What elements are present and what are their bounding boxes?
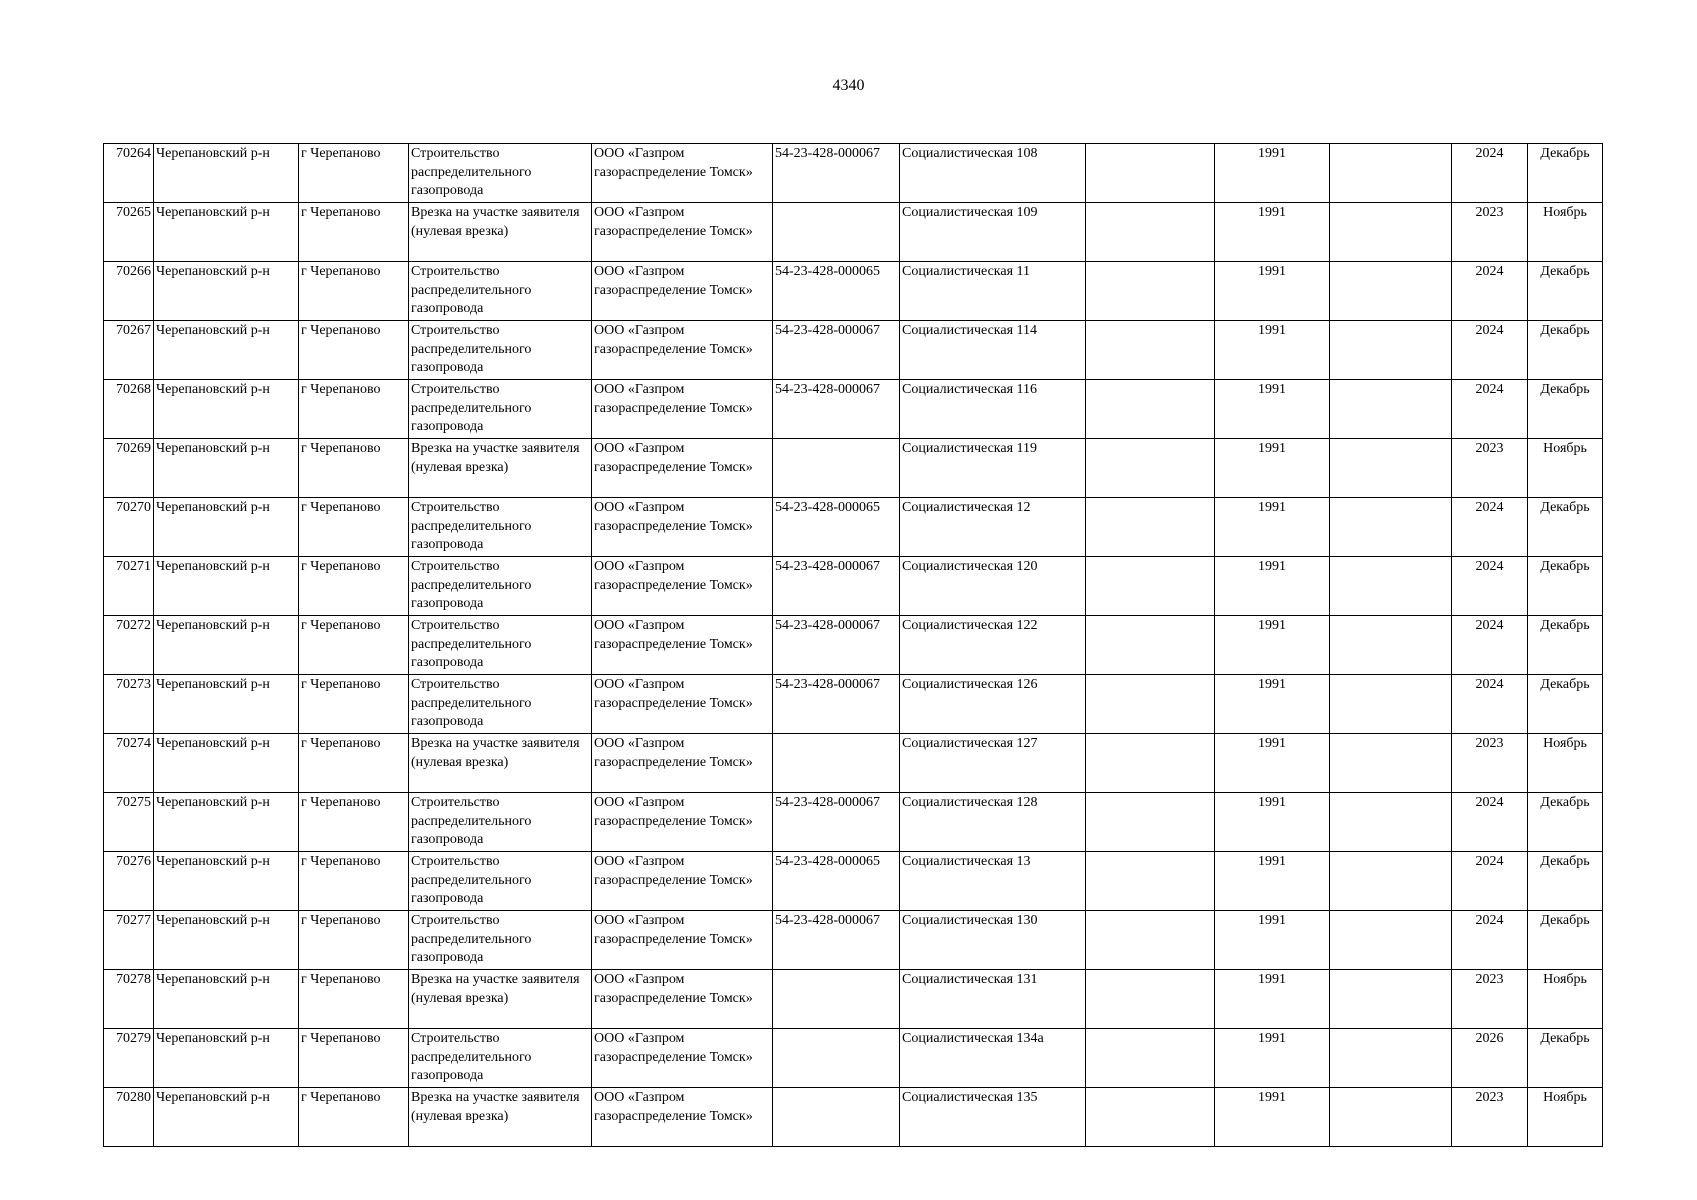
cell-work-type: Строительство распределительного газопровода — [409, 793, 592, 852]
cell-empty — [1086, 793, 1215, 852]
cell-id: 70279 — [104, 1029, 154, 1088]
table-row — [104, 675, 1603, 734]
cell-plan-year: 2024 — [1452, 380, 1528, 439]
cell-empty — [1086, 852, 1215, 911]
cell-month: Декабрь — [1528, 675, 1603, 734]
cell-plan-year: 2024 — [1452, 911, 1528, 970]
cell-empty — [1086, 1029, 1215, 1088]
cell-plan-year: 2024 — [1452, 616, 1528, 675]
cell-year: 1991 — [1215, 262, 1330, 321]
cell-address: Социалистическая 131 — [900, 970, 1086, 1029]
cell-organization: ООО «Газпром газораспределение Томск» — [592, 911, 773, 970]
cell-month: Декабрь — [1528, 321, 1603, 380]
cell-year: 1991 — [1215, 557, 1330, 616]
cell-address: Социалистическая 109 — [900, 203, 1086, 262]
cell-month: Декабрь — [1528, 557, 1603, 616]
cell-locality: г Черепаново — [299, 557, 409, 616]
cell-empty — [1086, 144, 1215, 203]
cell-plan-year: 2023 — [1452, 734, 1528, 793]
cell-empty — [1330, 675, 1452, 734]
cell-district: Черепановский р-н — [154, 380, 299, 439]
cell-object-code: 54-23-428-000067 — [773, 380, 900, 439]
cell-year: 1991 — [1215, 1088, 1330, 1147]
cell-id: 70276 — [104, 852, 154, 911]
cell-district: Черепановский р-н — [154, 852, 299, 911]
cell-empty — [1330, 557, 1452, 616]
table-row — [104, 262, 1603, 321]
cell-object-code: 54-23-428-000065 — [773, 498, 900, 557]
cell-work-type: Строительство распределительного газопровода — [409, 911, 592, 970]
cell-plan-year: 2024 — [1452, 557, 1528, 616]
cell-empty — [1330, 203, 1452, 262]
cell-district: Черепановский р-н — [154, 557, 299, 616]
cell-plan-year: 2024 — [1452, 675, 1528, 734]
cell-empty — [1086, 203, 1215, 262]
cell-year: 1991 — [1215, 380, 1330, 439]
cell-work-type: Строительство распределительного газопровода — [409, 262, 592, 321]
cell-locality: г Черепаново — [299, 1088, 409, 1147]
cell-empty — [1330, 1088, 1452, 1147]
cell-empty — [1330, 852, 1452, 911]
cell-address: Социалистическая 108 — [900, 144, 1086, 203]
cell-month: Ноябрь — [1528, 970, 1603, 1029]
cell-district: Черепановский р-н — [154, 734, 299, 793]
cell-year: 1991 — [1215, 1029, 1330, 1088]
cell-empty — [1086, 675, 1215, 734]
table-row — [104, 1029, 1603, 1088]
cell-plan-year: 2024 — [1452, 144, 1528, 203]
table-row — [104, 970, 1603, 1029]
cell-month: Декабрь — [1528, 911, 1603, 970]
cell-organization: ООО «Газпром газораспределение Томск» — [592, 144, 773, 203]
table-row — [104, 439, 1603, 498]
cell-object-code: 54-23-428-000067 — [773, 675, 900, 734]
cell-month: Декабрь — [1528, 498, 1603, 557]
cell-locality: г Черепаново — [299, 321, 409, 380]
cell-object-code: 54-23-428-000067 — [773, 321, 900, 380]
cell-plan-year: 2023 — [1452, 970, 1528, 1029]
cell-empty — [1330, 970, 1452, 1029]
cell-locality: г Черепаново — [299, 616, 409, 675]
cell-id: 70269 — [104, 439, 154, 498]
table-row — [104, 498, 1603, 557]
cell-id: 70267 — [104, 321, 154, 380]
cell-year: 1991 — [1215, 439, 1330, 498]
cell-work-type: Строительство распределительного газопровода — [409, 380, 592, 439]
cell-id: 70265 — [104, 203, 154, 262]
cell-district: Черепановский р-н — [154, 498, 299, 557]
cell-empty — [1330, 734, 1452, 793]
cell-address: Социалистическая 11 — [900, 262, 1086, 321]
cell-object-code — [773, 1029, 900, 1088]
cell-work-type: Врезка на участке заявителя (нулевая врезка) — [409, 734, 592, 793]
cell-month: Ноябрь — [1528, 734, 1603, 793]
cell-work-type: Строительство распределительного газопровода — [409, 675, 592, 734]
cell-id: 70274 — [104, 734, 154, 793]
cell-object-code: 54-23-428-000067 — [773, 793, 900, 852]
cell-locality: г Черепаново — [299, 852, 409, 911]
cell-month: Ноябрь — [1528, 1088, 1603, 1147]
cell-month: Декабрь — [1528, 1029, 1603, 1088]
cell-object-code: 54-23-428-000067 — [773, 911, 900, 970]
cell-year: 1991 — [1215, 675, 1330, 734]
cell-organization: ООО «Газпром газораспределение Томск» — [592, 557, 773, 616]
cell-object-code: 54-23-428-000067 — [773, 557, 900, 616]
cell-object-code — [773, 203, 900, 262]
cell-year: 1991 — [1215, 970, 1330, 1029]
cell-district: Черепановский р-н — [154, 793, 299, 852]
cell-locality: г Черепаново — [299, 793, 409, 852]
cell-plan-year: 2023 — [1452, 439, 1528, 498]
cell-id: 70268 — [104, 380, 154, 439]
cell-district: Черепановский р-н — [154, 321, 299, 380]
cell-locality: г Черепаново — [299, 675, 409, 734]
cell-plan-year: 2024 — [1452, 852, 1528, 911]
cell-locality: г Черепаново — [299, 498, 409, 557]
cell-object-code: 54-23-428-000067 — [773, 144, 900, 203]
cell-year: 1991 — [1215, 793, 1330, 852]
cell-plan-year: 2023 — [1452, 1088, 1528, 1147]
cell-locality: г Черепаново — [299, 911, 409, 970]
cell-month: Декабрь — [1528, 262, 1603, 321]
table-row — [104, 911, 1603, 970]
cell-work-type: Строительство распределительного газопровода — [409, 321, 592, 380]
cell-organization: ООО «Газпром газораспределение Томск» — [592, 1029, 773, 1088]
cell-organization: ООО «Газпром газораспределение Томск» — [592, 498, 773, 557]
cell-work-type: Врезка на участке заявителя (нулевая врезка) — [409, 439, 592, 498]
cell-empty — [1330, 1029, 1452, 1088]
table-row — [104, 852, 1603, 911]
cell-address: Социалистическая 130 — [900, 911, 1086, 970]
cell-object-code — [773, 970, 900, 1029]
cell-empty — [1330, 793, 1452, 852]
cell-empty — [1330, 498, 1452, 557]
cell-month: Декабрь — [1528, 616, 1603, 675]
cell-address: Социалистическая 12 — [900, 498, 1086, 557]
cell-id: 70271 — [104, 557, 154, 616]
cell-address: Социалистическая 116 — [900, 380, 1086, 439]
cell-organization: ООО «Газпром газораспределение Томск» — [592, 1088, 773, 1147]
cell-empty — [1086, 734, 1215, 793]
gasification-register-table — [103, 143, 1603, 1147]
cell-empty — [1086, 262, 1215, 321]
cell-work-type: Строительство распределительного газопровода — [409, 144, 592, 203]
cell-month: Ноябрь — [1528, 439, 1603, 498]
cell-empty — [1330, 321, 1452, 380]
cell-empty — [1086, 439, 1215, 498]
cell-plan-year: 2024 — [1452, 793, 1528, 852]
cell-district: Черепановский р-н — [154, 262, 299, 321]
cell-organization: ООО «Газпром газораспределение Томск» — [592, 734, 773, 793]
cell-work-type: Строительство распределительного газопровода — [409, 1029, 592, 1088]
table-row — [104, 734, 1603, 793]
cell-empty — [1086, 970, 1215, 1029]
cell-empty — [1330, 616, 1452, 675]
cell-address: Социалистическая 126 — [900, 675, 1086, 734]
cell-organization: ООО «Газпром газораспределение Томск» — [592, 793, 773, 852]
cell-locality: г Черепаново — [299, 970, 409, 1029]
cell-id: 70273 — [104, 675, 154, 734]
cell-year: 1991 — [1215, 852, 1330, 911]
cell-month: Декабрь — [1528, 793, 1603, 852]
cell-month: Декабрь — [1528, 852, 1603, 911]
cell-object-code: 54-23-428-000065 — [773, 852, 900, 911]
cell-id: 70264 — [104, 144, 154, 203]
cell-address: Социалистическая 114 — [900, 321, 1086, 380]
cell-object-code — [773, 439, 900, 498]
cell-organization: ООО «Газпром газораспределение Томск» — [592, 203, 773, 262]
cell-empty — [1330, 262, 1452, 321]
cell-district: Черепановский р-н — [154, 675, 299, 734]
cell-empty — [1330, 144, 1452, 203]
cell-year: 1991 — [1215, 911, 1330, 970]
cell-month: Декабрь — [1528, 144, 1603, 203]
cell-address: Социалистическая 13 — [900, 852, 1086, 911]
cell-object-code — [773, 734, 900, 793]
cell-empty — [1086, 1088, 1215, 1147]
cell-plan-year: 2024 — [1452, 321, 1528, 380]
cell-address: Социалистическая 128 — [900, 793, 1086, 852]
cell-address: Социалистическая 119 — [900, 439, 1086, 498]
cell-address: Социалистическая 122 — [900, 616, 1086, 675]
cell-work-type: Врезка на участке заявителя (нулевая врезка) — [409, 203, 592, 262]
cell-locality: г Черепаново — [299, 144, 409, 203]
cell-id: 70278 — [104, 970, 154, 1029]
cell-year: 1991 — [1215, 498, 1330, 557]
cell-empty — [1330, 911, 1452, 970]
table-row — [104, 557, 1603, 616]
cell-organization: ООО «Газпром газораспределение Томск» — [592, 852, 773, 911]
cell-year: 1991 — [1215, 734, 1330, 793]
page-number: 4340 — [832, 77, 865, 94]
cell-empty — [1330, 439, 1452, 498]
table-body — [104, 144, 1603, 1147]
cell-organization: ООО «Газпром газораспределение Томск» — [592, 321, 773, 380]
cell-plan-year: 2026 — [1452, 1029, 1528, 1088]
cell-organization: ООО «Газпром газораспределение Томск» — [592, 439, 773, 498]
cell-month: Ноябрь — [1528, 203, 1603, 262]
cell-district: Черепановский р-н — [154, 203, 299, 262]
cell-empty — [1086, 380, 1215, 439]
cell-work-type: Строительство распределительного газопровода — [409, 498, 592, 557]
cell-address: Социалистическая 135 — [900, 1088, 1086, 1147]
cell-organization: ООО «Газпром газораспределение Томск» — [592, 675, 773, 734]
cell-id: 70275 — [104, 793, 154, 852]
cell-month: Декабрь — [1528, 380, 1603, 439]
cell-organization: ООО «Газпром газораспределение Томск» — [592, 380, 773, 439]
table-row — [104, 1088, 1603, 1147]
table-row — [104, 793, 1603, 852]
cell-district: Черепановский р-н — [154, 911, 299, 970]
cell-id: 70277 — [104, 911, 154, 970]
cell-plan-year: 2023 — [1452, 203, 1528, 262]
cell-id: 70266 — [104, 262, 154, 321]
table-row — [104, 380, 1603, 439]
cell-empty — [1330, 380, 1452, 439]
cell-year: 1991 — [1215, 203, 1330, 262]
cell-empty — [1086, 911, 1215, 970]
cell-year: 1991 — [1215, 321, 1330, 380]
cell-empty — [1086, 616, 1215, 675]
cell-object-code: 54-23-428-000065 — [773, 262, 900, 321]
cell-id: 70280 — [104, 1088, 154, 1147]
cell-locality: г Черепаново — [299, 262, 409, 321]
cell-empty — [1086, 321, 1215, 380]
cell-district: Черепановский р-н — [154, 439, 299, 498]
cell-organization: ООО «Газпром газораспределение Томск» — [592, 616, 773, 675]
table-row — [104, 321, 1603, 380]
cell-organization: ООО «Газпром газораспределение Томск» — [592, 262, 773, 321]
cell-locality: г Черепаново — [299, 734, 409, 793]
cell-address: Социалистическая 134а — [900, 1029, 1086, 1088]
cell-organization: ООО «Газпром газораспределение Томск» — [592, 970, 773, 1029]
cell-locality: г Черепаново — [299, 203, 409, 262]
cell-work-type: Врезка на участке заявителя (нулевая врезка) — [409, 970, 592, 1029]
cell-year: 1991 — [1215, 616, 1330, 675]
cell-district: Черепановский р-н — [154, 1029, 299, 1088]
cell-work-type: Строительство распределительного газопровода — [409, 557, 592, 616]
cell-object-code — [773, 1088, 900, 1147]
cell-work-type: Строительство распределительного газопровода — [409, 852, 592, 911]
cell-district: Черепановский р-н — [154, 1088, 299, 1147]
cell-plan-year: 2024 — [1452, 498, 1528, 557]
cell-address: Социалистическая 127 — [900, 734, 1086, 793]
cell-locality: г Черепаново — [299, 1029, 409, 1088]
cell-work-type: Строительство распределительного газопровода — [409, 616, 592, 675]
cell-district: Черепановский р-н — [154, 970, 299, 1029]
cell-empty — [1086, 498, 1215, 557]
table-row — [104, 203, 1603, 262]
cell-district: Черепановский р-н — [154, 144, 299, 203]
cell-locality: г Черепаново — [299, 439, 409, 498]
cell-year: 1991 — [1215, 144, 1330, 203]
cell-locality: г Черепаново — [299, 380, 409, 439]
table-row — [104, 616, 1603, 675]
cell-work-type: Врезка на участке заявителя (нулевая врезка) — [409, 1088, 592, 1147]
cell-address: Социалистическая 120 — [900, 557, 1086, 616]
cell-empty — [1086, 557, 1215, 616]
table-row — [104, 144, 1603, 203]
cell-id: 70272 — [104, 616, 154, 675]
cell-plan-year: 2024 — [1452, 262, 1528, 321]
cell-district: Черепановский р-н — [154, 616, 299, 675]
cell-id: 70270 — [104, 498, 154, 557]
cell-object-code: 54-23-428-000067 — [773, 616, 900, 675]
